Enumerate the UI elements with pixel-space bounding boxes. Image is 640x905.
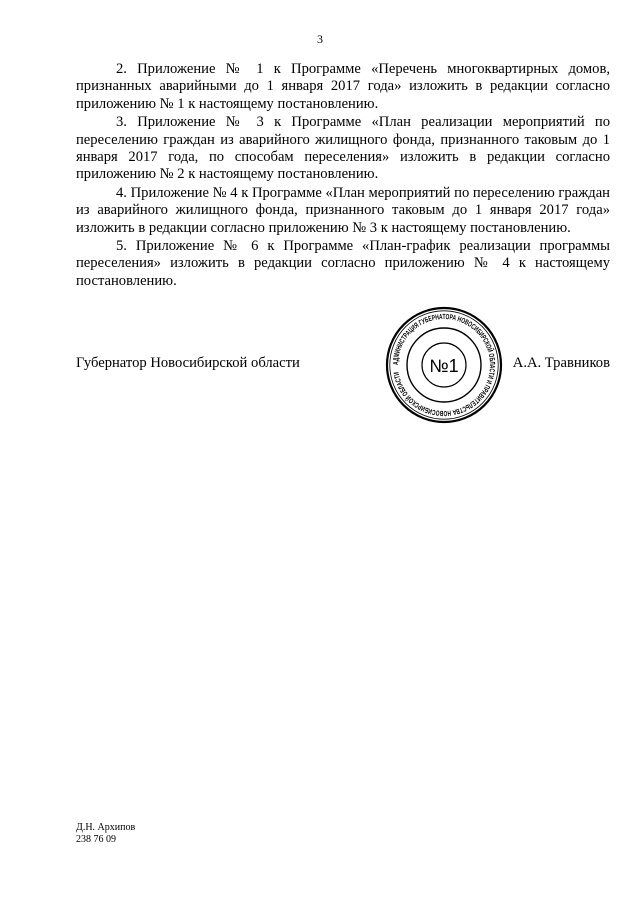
executor-name: Д.Н. Архипов: [76, 822, 136, 833]
executor-phone: 238 76 09: [76, 834, 116, 845]
document-body: [76, 61, 610, 290]
paragraph-item-5: 5. Приложение № 6 к Программе «План-график реализации программы переселения» изложить в редакции согласно приложению № 4 к настоящему постановлению.: [76, 238, 610, 289]
paragraph-item-2: 2. Приложение № 1 к Программе «Перечень многоквартирных домов, признанных аварийными до 1 января 2017 года» изложить в редакции согласно приложению № 1 к настоящему постановлению.: [76, 61, 610, 112]
seal-ring-text: АДМИНИСТРАЦИЯ ГУБЕРНАТОРА НОВОСИБИРСКОЙ ОБЛАСТИ И ПРАВИТЕЛЬСТВА НОВОСИБИРСКОЙ ОБЛАСТИ: [390, 311, 498, 419]
signatory-name: А.А. Травников: [512, 355, 610, 371]
seal-center-text: №1: [429, 356, 459, 376]
signatory-title: Губернатор Новосибирской области: [76, 355, 300, 371]
official-seal: [384, 305, 504, 425]
executor-info: [76, 822, 135, 846]
page-number: 3: [317, 32, 323, 46]
paragraph-item-4: 4. Приложение № 4 к Программе «План мероприятий по переселению граждан из аварийного жилищного фонда, признанного таковым до 1 января 2017 года» изложить в редакции согласно приложению № 3 к настоящему постановлению.: [76, 184, 610, 236]
paragraph-item-3: 3. Приложение № 3 к Программе «План реализации мероприятий по переселению граждан из аварийного жилищного фонда, признанного таковым до 1 января 2017 года, по способам переселения» изложить в редакции согласно приложению № 2 к настоящему постановлению.: [76, 114, 610, 183]
